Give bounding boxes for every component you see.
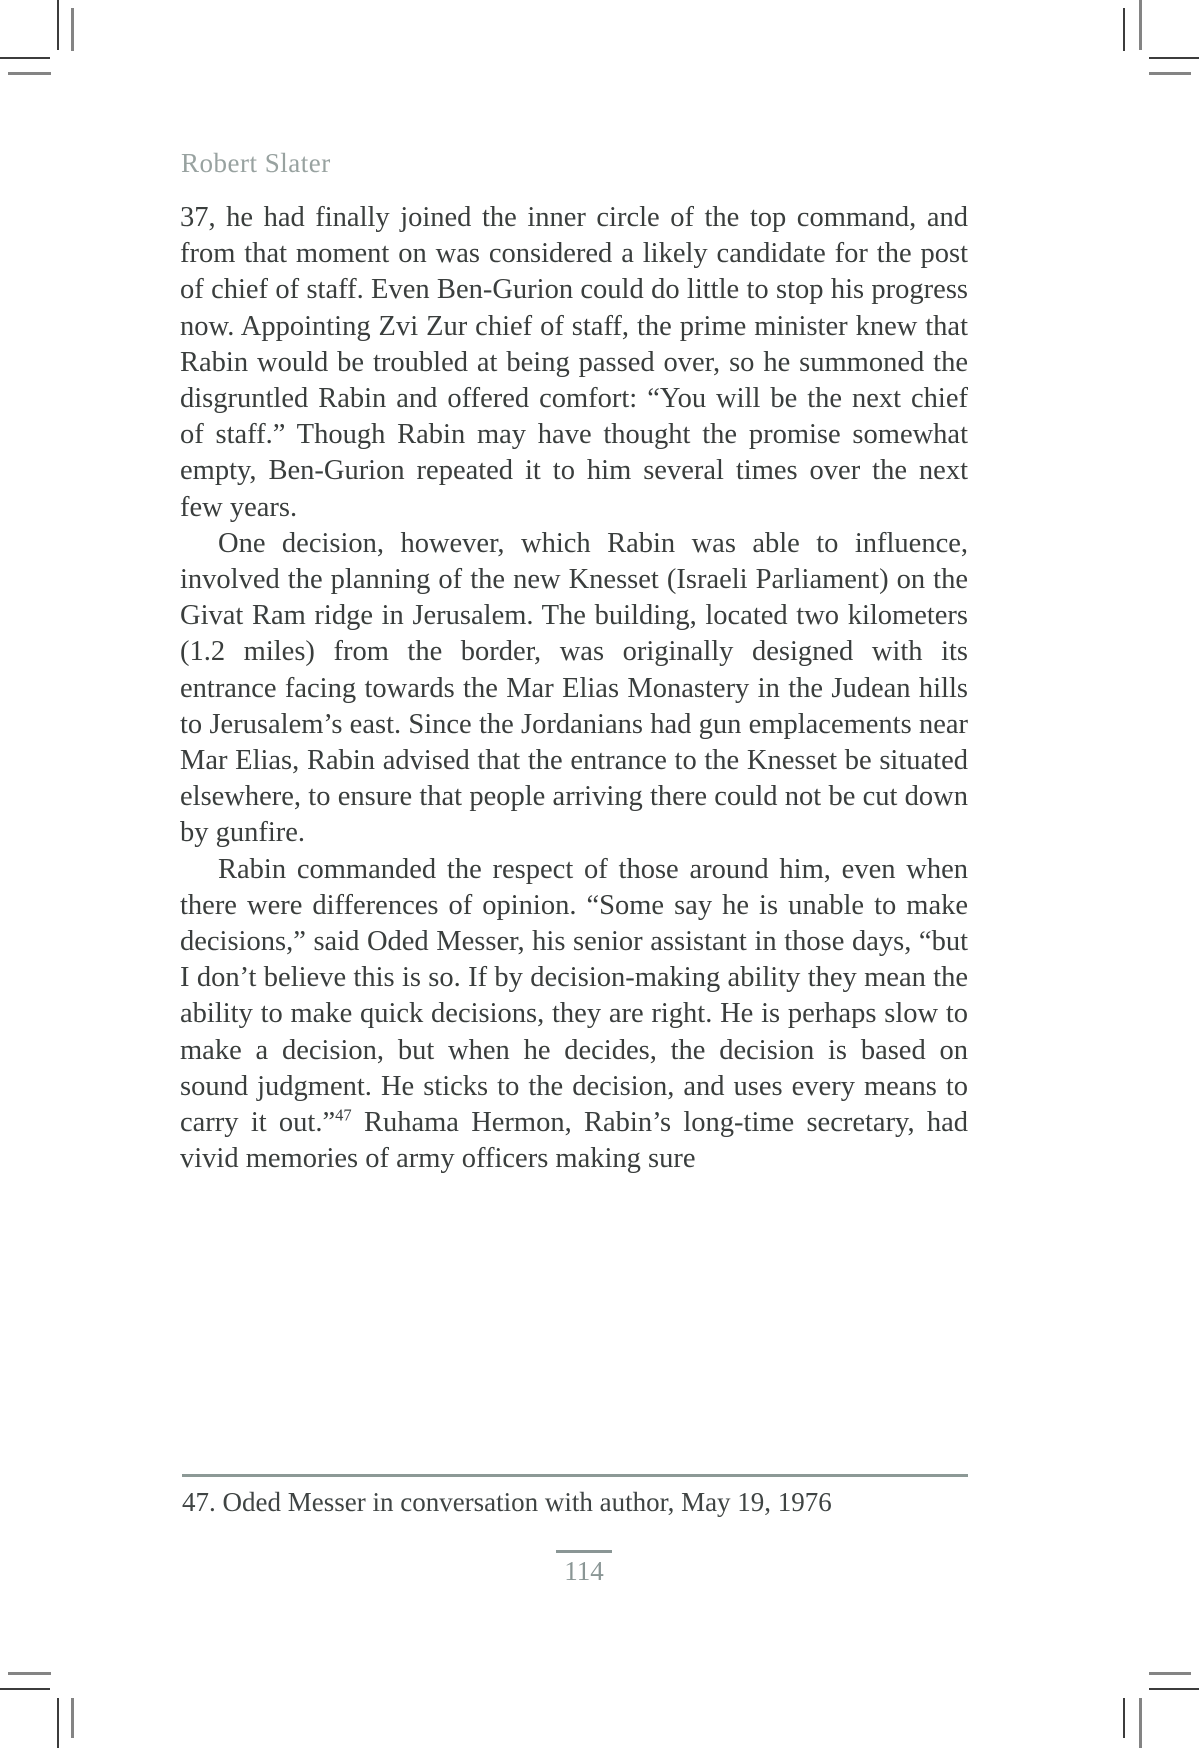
page-number: 114 (556, 1550, 612, 1587)
crop-mark-line (1149, 1688, 1199, 1690)
running-header: Robert Slater (181, 148, 331, 178)
crop-mark-line (71, 8, 74, 51)
footnote-text: 47. Oded Messer in conversation with author, May 19, 1976 (182, 1487, 832, 1517)
crop-mark-line (8, 72, 51, 75)
crop-mark-line (1149, 1672, 1191, 1675)
crop-mark-line (0, 57, 50, 59)
body-paragraph: One decision, however, which Rabin was able to influence, involved the planning of the new Knesset (Israeli Parliament) on the Givat Ram ridge in Jerusalem. The building, located two kilometers (1.2 miles) from the border, was originally designed with its entrance facing towards the Mar Elias Monastery in the Judean hills to Jerusalem’s east. Since the Jordanians had gun emplacements near Mar Elias, Rabin advised that the entrance to the Knesset be situated elsewhere, to ensure that people arriving there could not be cut down by gunfire. (180, 527, 968, 849)
crop-mark-line (1149, 57, 1199, 59)
crop-mark-line (1139, 0, 1142, 50)
crop-mark-line (1123, 8, 1125, 51)
crop-mark-line (1149, 72, 1191, 75)
body-paragraph (180, 852, 968, 1178)
crop-mark-line (57, 1698, 59, 1748)
footnote-divider (182, 1474, 968, 1477)
crop-mark-line (0, 1688, 50, 1690)
crop-mark-line (71, 1698, 74, 1738)
crop-mark-line (8, 1672, 51, 1675)
crop-mark-line (57, 0, 59, 50)
crop-mark-line (1139, 1698, 1142, 1748)
paragraph-text: Rabin commanded the respect of those around him, even when there were differences of opinion. “Some say he is unable to make decisions,” said Oded Messer, his senior assistant in those days, “but I don’t believe this is so. If by decision-making ability they mean the ability to make quick decisions, they are right. He is perhaps slow to make a decision, but when he decides, the decision is based on sound judgment. He sticks to the decision, and uses every means to carry it out.” (180, 853, 968, 1139)
crop-mark-line (1123, 1698, 1125, 1738)
footnote-reference-marker: 47 (335, 1105, 352, 1125)
body-paragraph: 37, he had finally joined the inner circle of the top command, and from that moment on was considered a likely candidate for the post of chief of staff. Even Ben-Gurion could do little to stop his progress now. Appointing Zvi Zur chief of staff, the prime minister knew that Rabin would be troubled at being passed over, so he summoned the disgruntled Rabin and offered comfort: “You will be the next chief of staff.” Though Rabin may have thought the promise somewhat empty, Ben-Gurion repeated it to him several times over the next few years. (180, 202, 968, 523)
paragraph-text: Ruhama Hermon, Rabin’s long-time secretary, had vivid memories of army officers making sure (180, 1107, 969, 1175)
body-text (180, 200, 968, 1177)
